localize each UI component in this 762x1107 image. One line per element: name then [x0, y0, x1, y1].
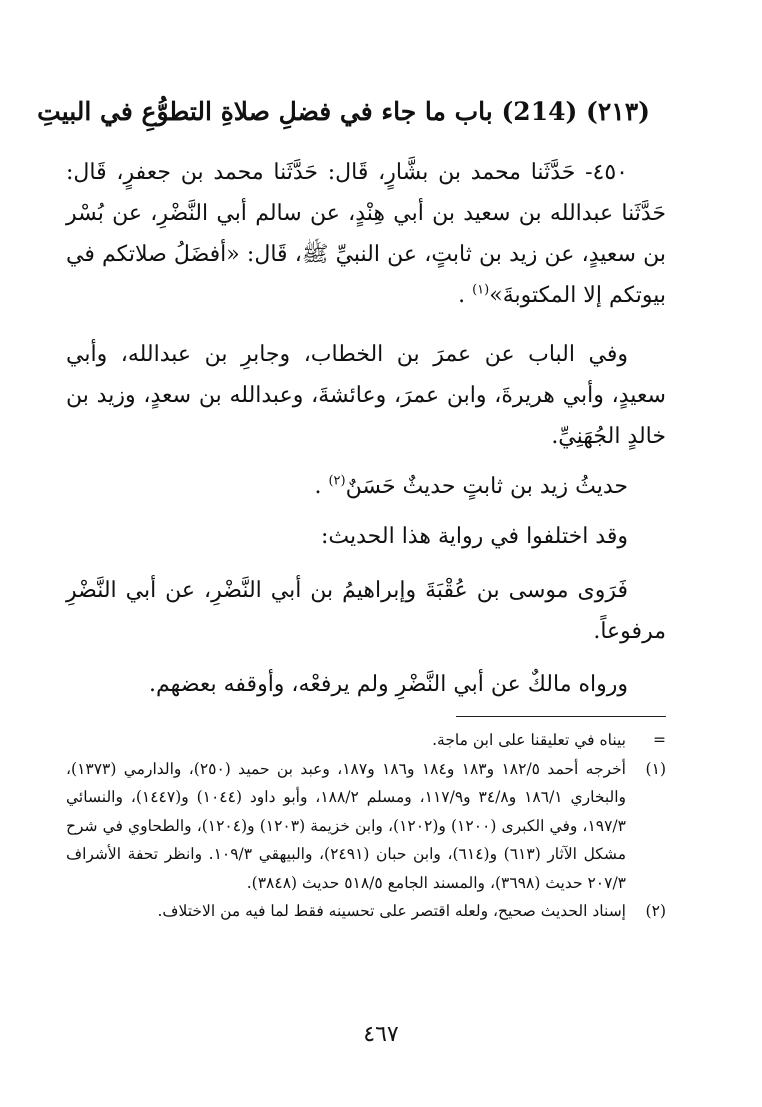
grading-tail: .: [314, 474, 329, 499]
chapter-title: (٢١٣) (214) باب ما جاء في فضلِ صلاةِ التطوُّعِ في البيتِ: [37, 97, 650, 126]
hadith-paragraph: [66, 152, 666, 316]
footnote-continuation: [66, 726, 666, 755]
mawquf-narration-paragraph: ورواه مالكٌ عن أبي النَّضْرِ ولم يرفعْه، وأوقفه بعضهم.: [149, 672, 628, 697]
disagreement-paragraph: وقد اختلفوا في رواية هذا الحديث:: [321, 524, 628, 549]
footnote-mark: =: [653, 731, 666, 749]
footnote-text: بيناه في تعليقنا على ابن ماجة.: [432, 731, 626, 749]
footnote-ref-1[interactable]: (١): [472, 282, 490, 298]
footnote-text: إسناد الحديث صحيح، ولعله اقتصر على تحسينه فقط لما فيه من الاختلاف.: [157, 902, 626, 920]
footnote-divider: [456, 716, 666, 717]
footnote-text: أخرجه أحمد ١٨٢/٥ و١٨٣ و١٨٤ و١٨٦ و١٨٧، وعبد بن حميد (٢٥٠)، والدارمي (١٣٧٣)، والبخاري ١٨٦/١ و٣٤/٨ و١١٧/٩، ومسلم ١٨٨/٢، وأبو داود (١٠٤٤) و(١٤٤٧)، والنسائي ١٩٧/٣، وفي الكبرى (١٢٠٠) و(١٢٠٢)، وابن خزيمة (١٢٠٣) و(١٢٠٤)، والطحاوي في شرح مشكل الآثار (٦١٣) و(٦١٤)، وابن حبان (٢٤٩١)، والبيهقي ١٠٩/٣. وانظر تحفة الأشراف ٢٠٧/٣ حديث (٣٦٩٨)، والمسند الجامع ٥١٨/٥ حديث (٣٨٤٨).: [66, 759, 627, 892]
footnote-mark: (١): [645, 759, 666, 778]
footnote-1: [66, 755, 666, 898]
footnote-ref-2[interactable]: (٢): [328, 473, 346, 489]
hadith-text: ٤٥٠- حَدَّثَنا محمد بن بشَّارٍ، قَال: حَدَّثَنا محمد بن جعفرٍ، قَال: حَدَّثَنا عبدالله بن سعيد بن أبي هِنْدٍ، عن سالم أبي النَّضْرِ، عن بُسْر بن سعيدٍ، عن زيد بن ثابتٍ، عن النبيِّ ﷺ، قَال: «أفضَلُ صلاتكم في بيوتكم إلا المكتوبةَ»: [66, 160, 666, 308]
marfu-narration-paragraph: فَرَوى موسى بن عُقْبَةَ وإبراهيمُ بن أبي النَّضْرِ، عن أبي النَّضْرِ مرفوعاً.: [66, 578, 666, 644]
page-number: ٤٦٧: [363, 1022, 399, 1047]
footnote-mark: (٢): [645, 902, 666, 920]
grading-text: حديثُ زيد بن ثابتٍ حديثٌ حَسَنٌ: [345, 474, 628, 499]
footnotes-section: [66, 726, 666, 926]
bab-paragraph: وفي الباب عن عمرَ بن الخطاب، وجابرِ بن عبدالله، وأبي سعيدٍ، وأبي هريرةَ، وابن عمرَ، وعائشةَ، وعبدالله بن سعدٍ، وزيد بن خالدٍ الجُهَنِيِّ.: [66, 342, 666, 449]
footnote-2: [66, 897, 666, 926]
grading-paragraph: [314, 466, 628, 507]
hadith-tail: .: [458, 283, 473, 308]
